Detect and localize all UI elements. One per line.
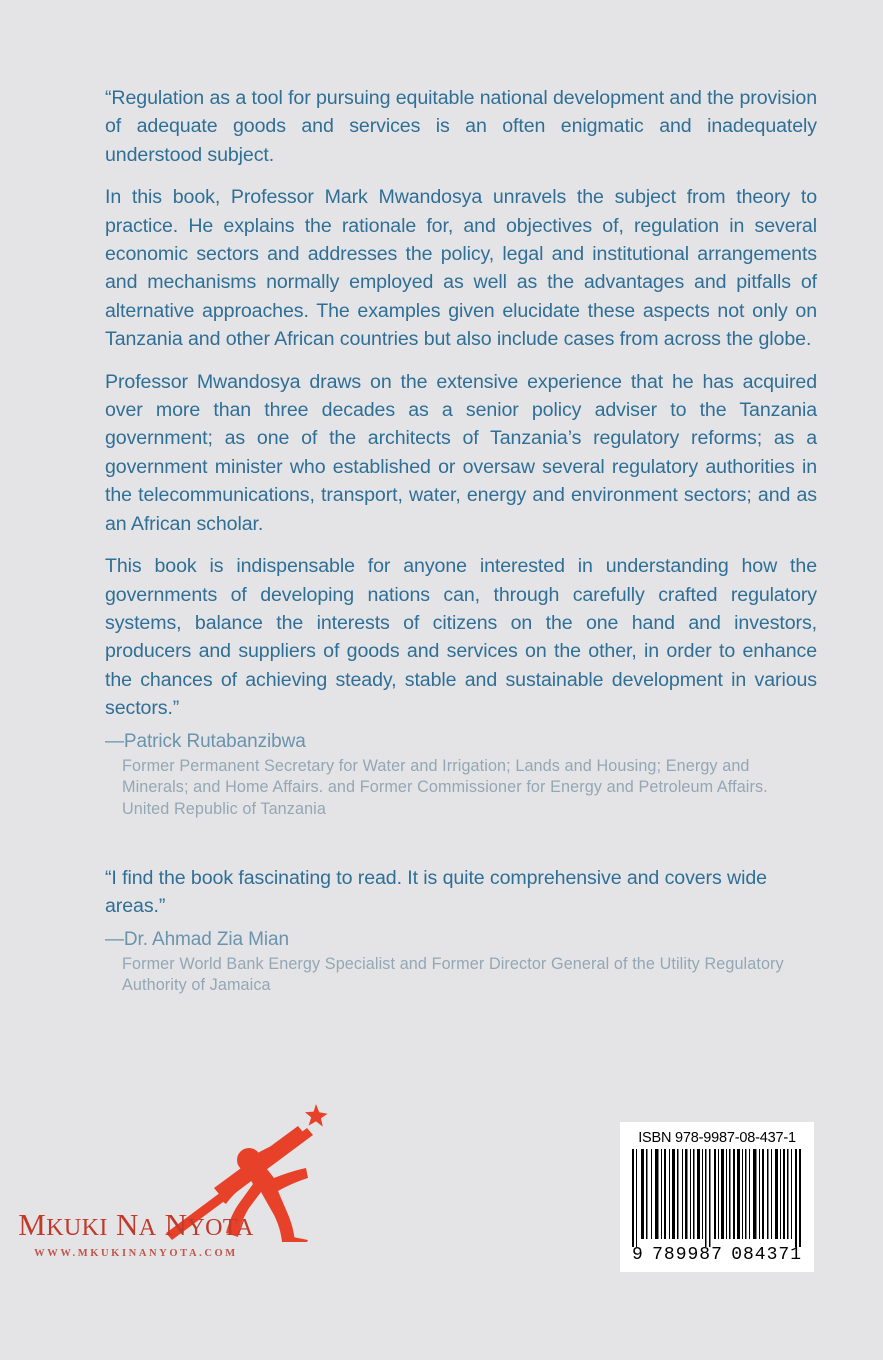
endorsement-block-patrick-rutabanzibwa	[105, 84, 817, 820]
blurb-paragraph: “Regulation as a tool for pursuing equitable national development and the provision of adequate goods and services is an often enigmatic and inadequately understood subject.	[105, 87, 817, 166]
blurb-paragraph: This book is indispensable for anyone interested in understanding how the governments of developing nations can, through carefully crafted regulatory systems, balance the interests of citizens on the one hand and investors, producers and suppliers of goods and services on the other, in order to enhance the chances of achieving steady, stable and sustainable development in various sectors.”	[105, 555, 817, 720]
publisher-name-part: YOTA	[187, 1215, 254, 1241]
publisher-name-part: KUKI	[46, 1215, 108, 1241]
endorsement-block-ahmad-zia-mian	[105, 864, 817, 997]
barcode-digit-group: 9	[632, 1245, 644, 1265]
endorser-credentials: Former World Bank Energy Specialist and Former Director General of the Utility Regulatory Authority of Jamaica	[122, 954, 784, 995]
endorser-name: —Dr. Ahmad Zia Mian	[105, 928, 289, 950]
barcode-digit-group: 084371	[731, 1245, 802, 1265]
blurb-paragraph: In this book, Professor Mark Mwandosya unravels the subject from theory to practice. He explains the rationale for, and objectives of, regulation in several economic sectors and addresses the policy, legal and institutional arrangements and mechanisms normally employed as well as the advantages and pitfalls of alternative approaches. The examples given elucidate these aspects not only on Tanzania and other African countries but also include cases from across the globe.	[105, 186, 817, 351]
barcode-digit-group: 789987	[652, 1245, 723, 1265]
publisher-name	[0, 1208, 272, 1245]
blurb-paragraph: Professor Mwandosya draws on the extensive experience that he has acquired over more than three decades as a senior policy adviser to the Tanzania government; as one of the architects of Tanzania’s regulatory reforms; as a government minister who established or oversaw several regulatory authorities in the telecommunications, transport, water, energy and environment sectors; and as an African scholar.	[105, 370, 817, 535]
isbn-label: ISBN 978-9987-08-437-1	[638, 1130, 796, 1146]
publisher-name-part: M	[18, 1207, 47, 1242]
publisher-name-part: N	[115, 1207, 139, 1242]
blurb-paragraph: “I find the book fascinating to read. It is quite comprehensive and covers wide areas.”	[105, 867, 767, 918]
barcode-digit-row	[630, 1245, 804, 1265]
isbn-barcode	[620, 1122, 814, 1272]
publisher-name-part: A	[138, 1215, 157, 1241]
endorser-credentials: Former Permanent Secretary for Water and Irrigation; Lands and Housing; Energy and Minerals; and Home Affairs. and Former Commissioner for Energy and Petroleum Affairs. United Republic of Tanzania	[122, 756, 768, 818]
publisher-name-part: N	[164, 1207, 188, 1242]
publisher-website: WWW.MKUKINANYOTA.COM	[34, 1248, 238, 1259]
endorser-name: —Patrick Rutabanzibwa	[105, 730, 306, 752]
publisher-wordmark	[0, 1208, 272, 1259]
blurb-text-column	[105, 84, 817, 1001]
barcode-bars	[630, 1149, 804, 1247]
